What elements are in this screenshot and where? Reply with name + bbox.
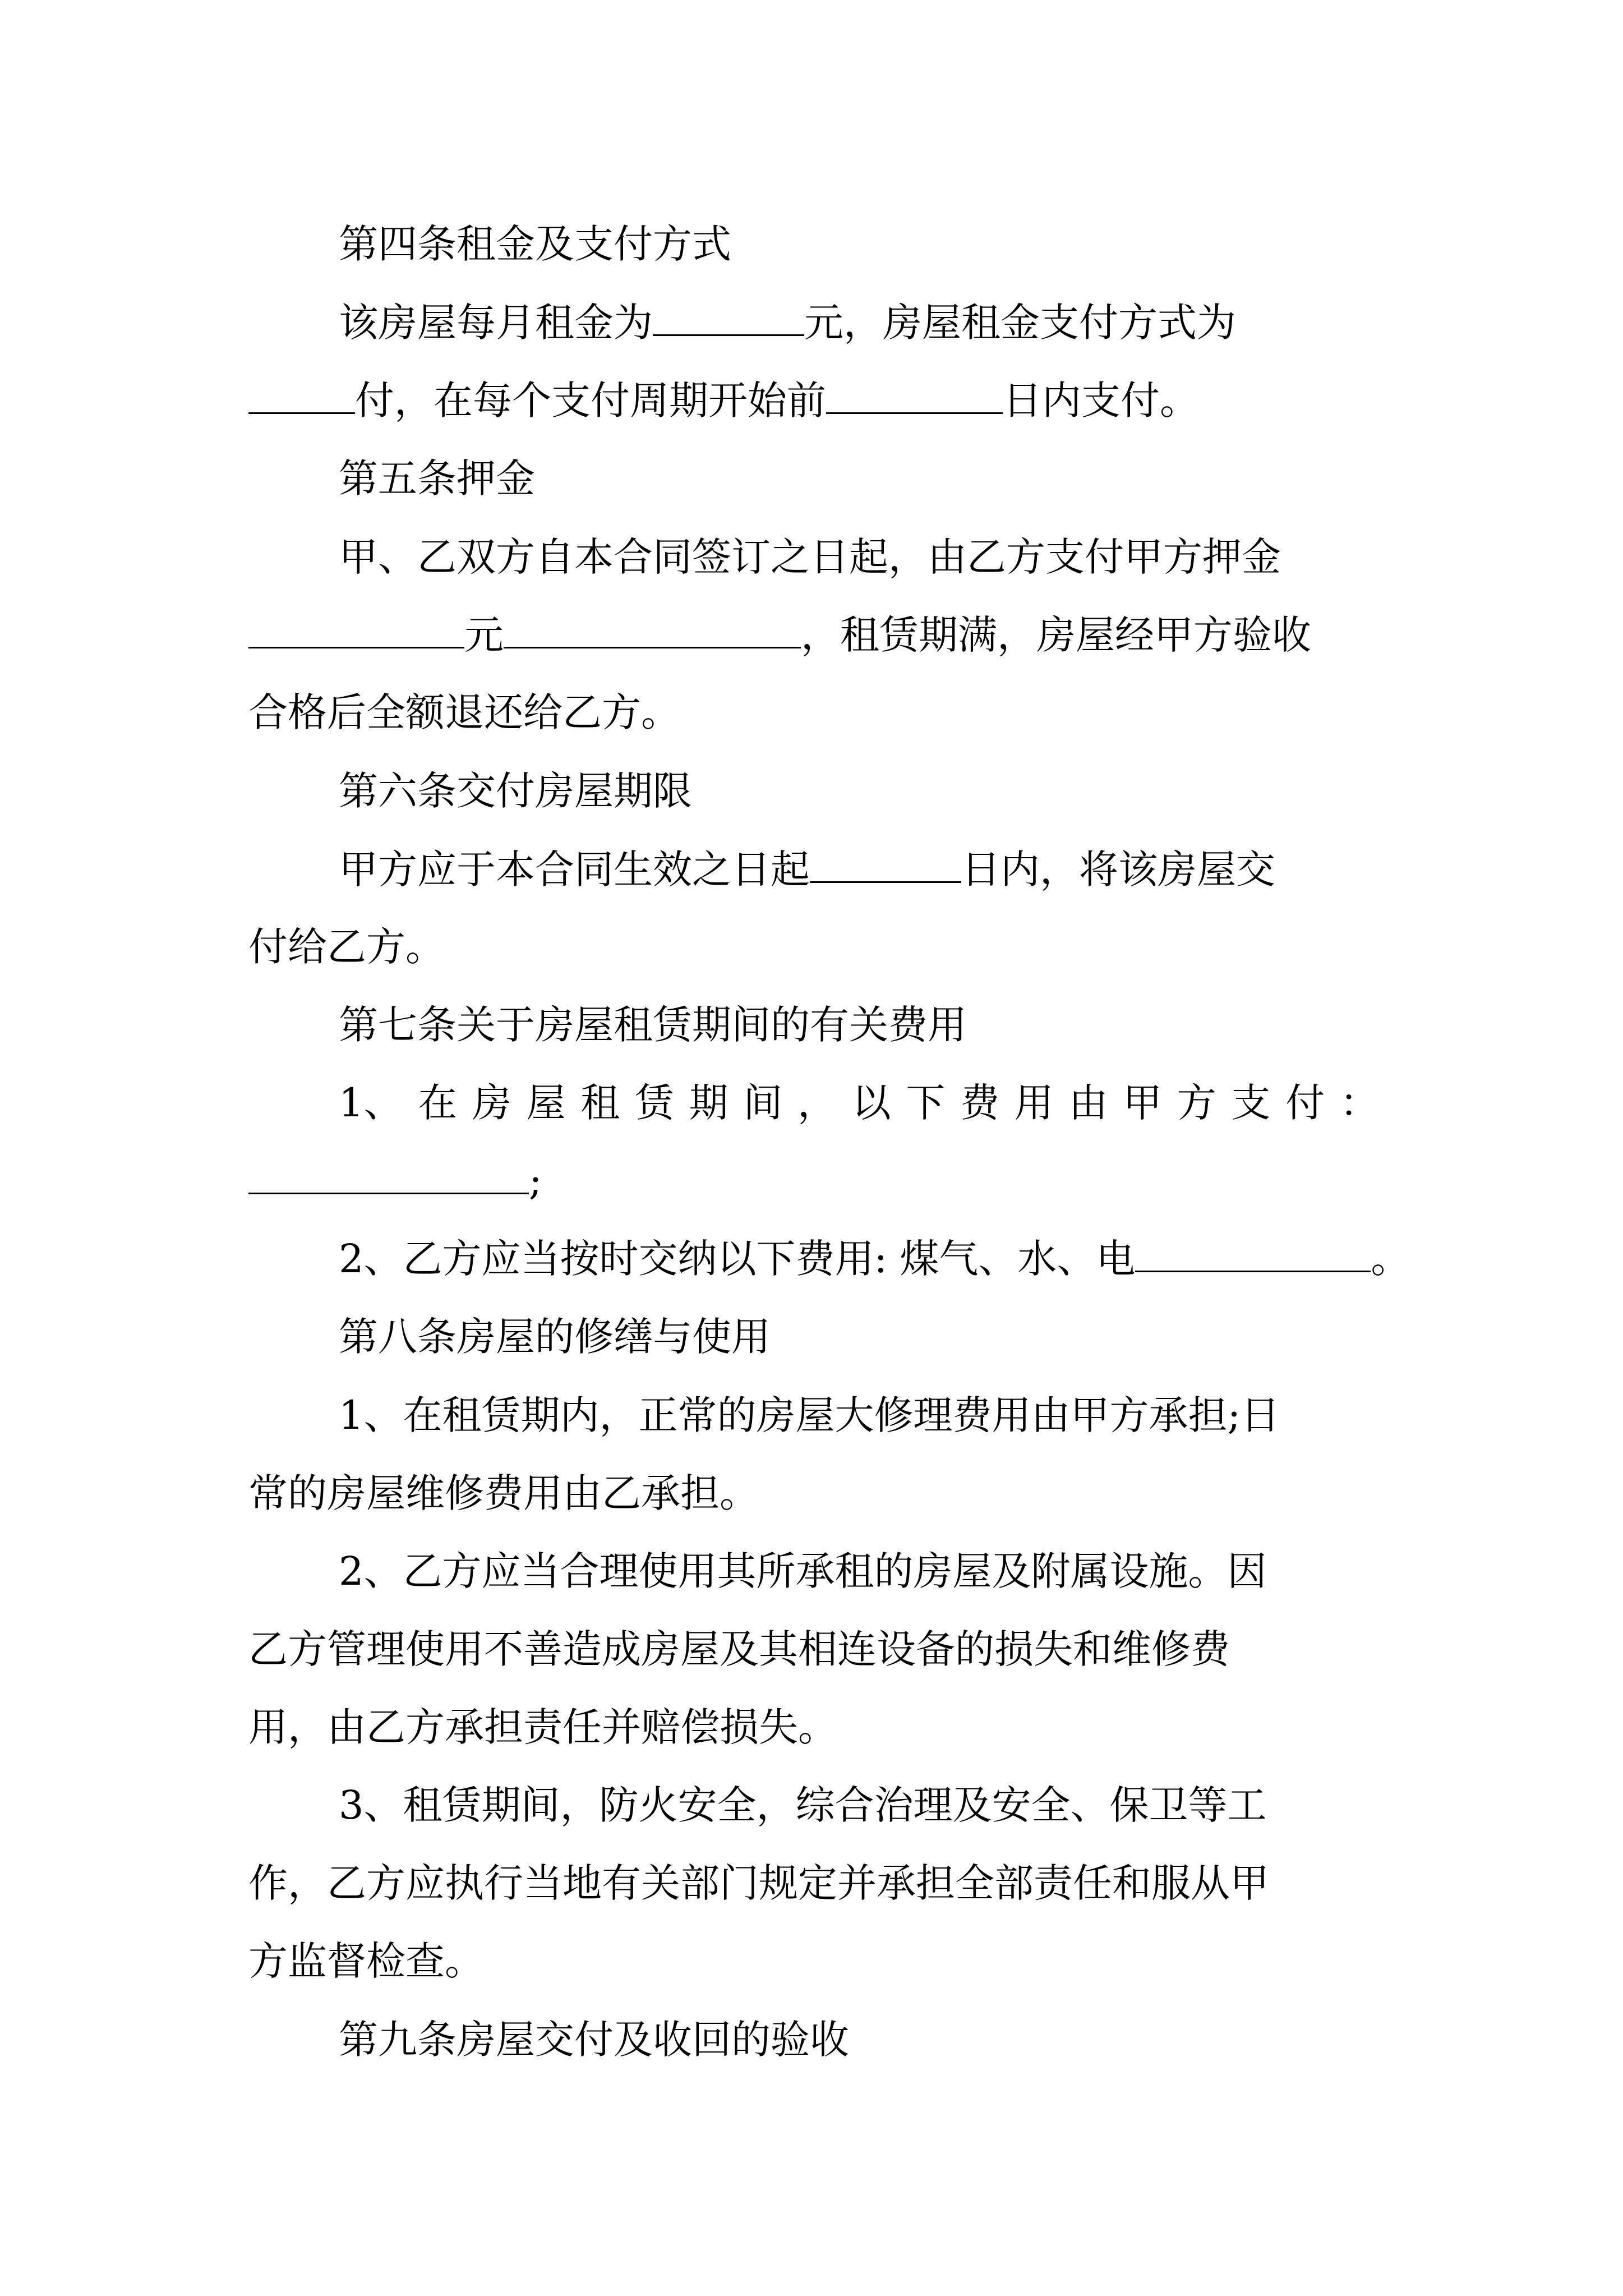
article4-line1 xyxy=(339,295,1236,351)
article8-p1-line2: 常的房屋维修费用由乙承担。 xyxy=(248,1470,759,1516)
deposit-words-blank xyxy=(504,613,801,648)
tenant-fees-blank xyxy=(1135,1237,1371,1272)
article8-p2-line1: 2、乙方应当合理使用其所承租的房屋及附属设施。因 xyxy=(339,1548,1267,1594)
article6-line1 xyxy=(339,841,1275,898)
article4-line2 xyxy=(248,372,1199,429)
article5-heading: 第五条押金 xyxy=(339,455,535,501)
article7-item1-char: 甲 xyxy=(1123,1080,1163,1126)
article9-heading: 第九条房屋交付及收回的验收 xyxy=(339,2017,849,2063)
article7-item1-char: 间 xyxy=(743,1080,783,1126)
article7-heading: 第七条关于房屋租赁期间的有关费用 xyxy=(339,1002,967,1048)
article8-p2-line2: 乙方管理使用不善造成房屋及其相连设备的损失和维修费 xyxy=(248,1626,1230,1672)
article5-line3: 合格后全额退还给乙方。 xyxy=(248,689,680,735)
payment-days-blank xyxy=(826,379,1003,414)
article7-item1-char: 租 xyxy=(580,1080,620,1126)
article7-item1-char: 方 xyxy=(1177,1080,1216,1126)
article7-item1-char: 费 xyxy=(960,1080,1000,1126)
article6-line1-text-a: 甲方应于本合同生效之日起 xyxy=(339,846,810,892)
article4-line2-text-a: 付，在每个支付周期开始前 xyxy=(355,378,826,424)
article6-line2: 付给乙方。 xyxy=(248,924,445,970)
article7-item1-char: 1、 xyxy=(339,1080,403,1126)
article7-item2 xyxy=(339,1231,1410,1287)
article7-item1-char: 期 xyxy=(689,1080,728,1126)
article7-item1-end: ; xyxy=(529,1158,542,1204)
article7-item1-char: 由 xyxy=(1068,1080,1108,1126)
article7-item1-char: 屋 xyxy=(526,1080,566,1126)
article7-item1-char: 以 xyxy=(851,1080,891,1126)
article7-item1-char: 房 xyxy=(472,1080,511,1126)
article7-item1-char: 付 xyxy=(1285,1080,1325,1126)
delivery-days-blank xyxy=(810,848,961,883)
article4-heading: 第四条租金及支付方式 xyxy=(339,221,731,267)
article8-p2-line3: 用，由乙方承担责任并赔偿损失。 xyxy=(248,1704,837,1750)
article7-item1-char: 下 xyxy=(906,1080,946,1126)
article6-heading: 第六条交付房屋期限 xyxy=(339,768,692,814)
article4-line1-text-a: 该房屋每月租金为 xyxy=(339,300,653,346)
article7-item2-text-b: 。 xyxy=(1371,1236,1410,1282)
article7-item1-char: 在 xyxy=(418,1080,458,1126)
article7-item2-text-a: 2、乙方应当按时交纳以下费用: 煤气、水、电 xyxy=(339,1236,1136,1282)
article8-p3-line1: 3、租赁期间，防火安全，综合治理及安全、保卫等工 xyxy=(339,1782,1267,1828)
article5-line2 xyxy=(248,607,1311,663)
article8-heading: 第八条房屋的修缮与使用 xyxy=(339,1314,771,1360)
article7-item1-char: 用 xyxy=(1014,1080,1054,1126)
article7-item1-char: ： xyxy=(1339,1080,1379,1126)
article4-line1-text-b: 元，房屋租金支付方式为 xyxy=(804,300,1236,346)
article7-item1 xyxy=(339,1075,1379,1131)
landlord-fees-blank xyxy=(248,1159,529,1194)
deposit-amount-blank xyxy=(248,613,464,648)
article7-item1-char: ， xyxy=(797,1080,837,1126)
article5-line2-text-a: 元 xyxy=(464,612,504,658)
article6-line1-text-b: 日内，将该房屋交 xyxy=(961,846,1275,892)
article5-line1: 甲、乙双方自本合同签订之日起，由乙方支付甲方押金 xyxy=(339,534,1281,580)
article7-item1-char: 支 xyxy=(1231,1080,1271,1126)
rent-amount-blank xyxy=(653,301,804,336)
article8-p3-line2: 作，乙方应执行当地有关部门规定并承担全部责任和服从甲 xyxy=(248,1860,1269,1906)
article8-p1-line1: 1、在租赁期内，正常的房屋大修理费用由甲方承担;日 xyxy=(339,1392,1280,1438)
article4-line2-text-b: 日内支付。 xyxy=(1003,378,1199,424)
article8-p3-line3: 方监督检查。 xyxy=(248,1938,484,1984)
article5-line2-text-b: ，租赁期满，房屋经甲方验收 xyxy=(801,612,1311,658)
payment-cycle-blank xyxy=(248,379,355,414)
article7-item1-cont xyxy=(248,1153,542,1209)
article7-item1-char: 赁 xyxy=(634,1080,674,1126)
